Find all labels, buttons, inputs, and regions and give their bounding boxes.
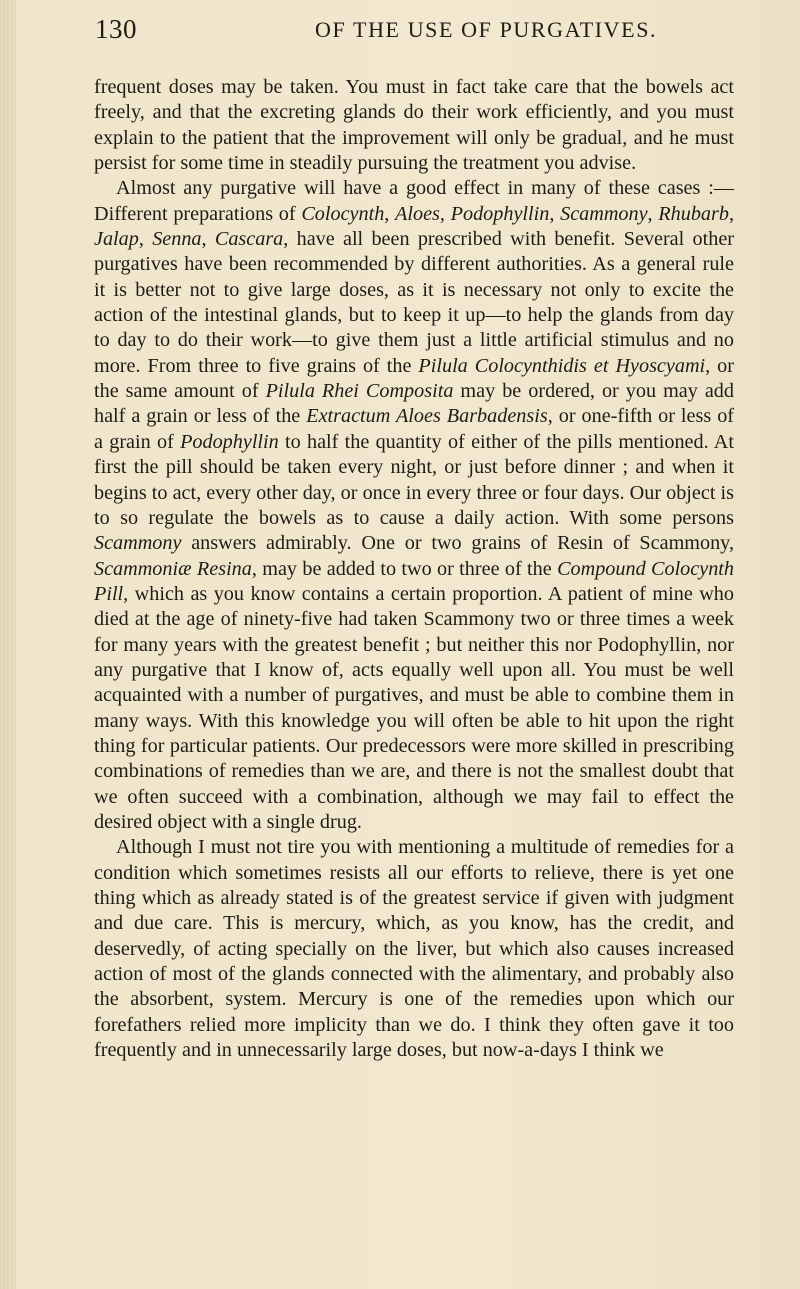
italic-term: Scammony: [560, 202, 648, 225]
text-run: Although I must not tire you with mentioning a multitude of remedies for a condition which sometimes resists all our efforts to relieve, there is yet one thing which as already stated is of the greatest service if given with judgment and due care. This is mercury, which, as you know, has the credit, and deservedly, of acting specially on the liver, but which also causes increased action of most of the glands connected with the alimentary, and probably also the absorbent, system. Mercury is one of the remedies upon which our forefathers relied more implicity than we do. I think they often gave it too frequently and in unnecessarily large doses, but now-a-days I think we: [94, 836, 734, 1062]
italic-term: Scammoniæ Resina: [94, 557, 252, 580]
text-run: may be ordered, or you may add half a grain or less of the: [94, 380, 734, 428]
text-run: ,: [728, 202, 734, 225]
italic-term: Podophyllin: [450, 202, 550, 225]
italic-term: Rhubarb: [658, 202, 729, 225]
page-header: [95, 14, 735, 54]
italic-term: Extractum Aloes Barbadensis: [306, 405, 548, 428]
text-run: ,: [201, 228, 215, 251]
paragraph-1: [94, 75, 734, 176]
italic-term: Compound Colocynth Pill: [94, 557, 734, 605]
text-run: ,: [549, 202, 561, 225]
italic-term: Scammony: [94, 532, 182, 555]
paragraph-3: [94, 835, 734, 1063]
page-number: 130: [95, 14, 137, 44]
text-run: , have all been prescribed with benefit. Several other purgatives have been recommended by different authorities. As a general rule it is better not to give large doses, as it is necessary not only to excite the action of the intestinal glands, but to keep it up—to help the glands from day to day to do their work—to give them just a little artificial stimulus and no more. From three to five grains of the: [94, 228, 735, 377]
text-run: ,: [647, 202, 659, 225]
italic-term: Colocynth: [301, 202, 385, 225]
italic-term: Cascara: [214, 228, 284, 251]
text-run: frequent doses may be taken. You must in fact take care that the bowels act freely, and that the excreting glands do their work efficiently, and you must explain to the patient that the improvement will only be gradual, and he must persist for some time in steadily pursuing the treatment you advise.: [94, 76, 734, 175]
italic-term: Pilula Colocynthidis et Hyoscyami: [418, 354, 706, 377]
running-head: OF THE USE OF PURGATIVES.: [315, 17, 658, 42]
text-run: , may be added to two or three of the: [251, 557, 558, 580]
paragraph-2: [94, 176, 734, 835]
text-run: answers admirably. One or two grains of Resin of Scammony,: [181, 532, 734, 555]
text-run: , or one-fifth or less of a grain of: [94, 405, 735, 453]
text-run: ,: [439, 202, 451, 225]
text-run: ,: [384, 202, 396, 225]
text-run: to half the quantity of either of the pills mentioned. At first the pill should be taken every night, or just before dinner ; and when it begins to act, every other day, or once in every three or four days. Our object is to so regulate the bowels as to cause a daily action. With some persons: [94, 430, 734, 529]
italic-term: Aloes: [395, 202, 440, 225]
italic-term: Podophyllin: [180, 430, 279, 453]
text-run: , which as you know contains a certain proportion. A patient of mine who died at the age of ninety-five had taken Scammony two or three times a week for many years with the greatest benefit ; but neither this nor Podophyllin, nor any purgative that I know of, acts equally well upon all. You must be well acquainted with a number of purgatives, and must be able to combine them in many ways. With this knowledge you will often be able to hit upon the right thing for particular patients. Our predecessors were more skilled in prescribing combinations of remedies than we are, and there is not the smallest doubt that we often succeed with a combination, although we may fail to effect the desired object with a single drug.: [94, 582, 734, 833]
italic-term: Senna: [152, 228, 202, 251]
text-run: ,: [138, 228, 153, 251]
page-gutter: [0, 0, 16, 1289]
italic-term: Pilula Rhei Composita: [265, 380, 454, 403]
body-text: [94, 75, 734, 1063]
text-run: Almost any purgative will have a good effect in many of these cases :—Different preparations of: [94, 177, 734, 225]
italic-term: Jalap: [94, 228, 139, 251]
text-run: , or the same amount of: [94, 354, 734, 403]
